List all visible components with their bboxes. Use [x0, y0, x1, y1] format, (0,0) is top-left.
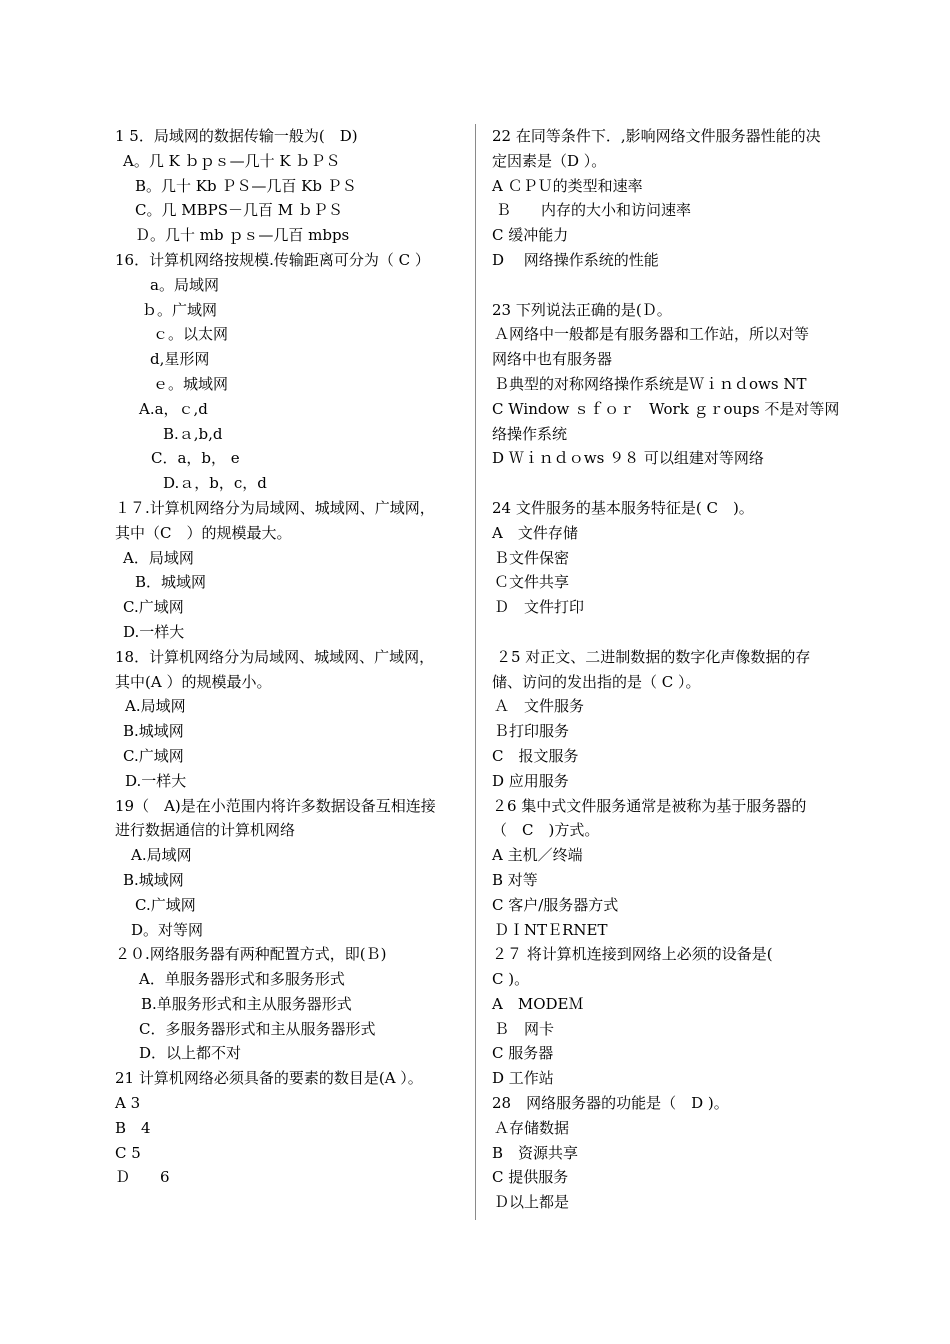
text-line: Ｄ 6 [115, 1168, 170, 1187]
text-line: D.一样大 [125, 771, 187, 790]
text-line: 进行数据通信的计算机网络 [115, 821, 296, 840]
text-line: B 资源共享 [492, 1143, 579, 1162]
text-line: Ｂ文件保密 [494, 548, 570, 567]
text-line: B.城域网 [123, 870, 184, 889]
text-line: ＤＩNTＥRNET [494, 920, 608, 939]
text-line: Ａ网络中一般都是有服务器和工作站，所以对等 [494, 325, 810, 344]
text-line: B.城域网 [123, 722, 184, 741]
text-line: B.单服务形式和主从服务器形式 [141, 994, 352, 1013]
text-line: ｃ。以太网 [153, 325, 229, 344]
text-line: D 网络操作系统的性能 [492, 250, 659, 269]
text-line: 21 计算机网络必须具备的要素的数目是(A ）。 [115, 1069, 423, 1088]
text-line: D 工作站 [492, 1069, 554, 1088]
text-line: D Ｗｉｎｄｏws ９８ 可以组建对等网络 [492, 449, 764, 468]
text-line: A MODEＭ [492, 994, 584, 1013]
text-line: A．局域网 [123, 548, 194, 567]
text-line: B．城域网 [135, 573, 207, 592]
text-line: Ｂ典型的对称网络操作系统是Ｗｉｎｄows NT [494, 374, 807, 393]
text-line: C．a，b， e [151, 449, 240, 468]
text-line: A ＣＰＵ的类型和速率 [492, 176, 643, 195]
text-line: ２０.网络服务器有两种配置方式，即(Ｂ) [115, 945, 387, 964]
text-line: 储、访问的发出指的是（ C ）。 [492, 672, 701, 691]
text-line: 其中（C ）的规模最大。 [115, 523, 292, 542]
text-line: C 客户/服务器方式 [492, 895, 619, 914]
text-line: C 报文服务 [492, 746, 579, 765]
text-line: B 4 [115, 1118, 151, 1137]
text-line: D 应用服务 [492, 771, 569, 790]
text-line: C )。 [492, 970, 530, 989]
text-line: C 缓冲能力 [492, 226, 569, 245]
text-line: 网络中也有服务器 [492, 350, 613, 369]
text-line: A.局域网 [131, 846, 192, 865]
text-line: Ｄ。几十 mb ｐｓ—几百 mbps [135, 226, 350, 245]
text-line: 22 在同等条件下．,影响网络文件服务器性能的决 [492, 127, 821, 145]
text-line: A．单服务器形式和多服务形式 [139, 970, 345, 989]
text-line: Ｄ 文件打印 [494, 598, 585, 617]
text-line: A。几 K ｂｐｓ—几十 K ｂＰＳ [123, 151, 341, 170]
blank-line [492, 471, 842, 496]
text-line: C.广域网 [135, 895, 196, 914]
text-line: C 服务器 [492, 1044, 554, 1063]
left-column [115, 124, 460, 1190]
text-line: 其中(A ）的规模最小。 [115, 672, 272, 691]
text-line: Ｄ以上都是 [494, 1193, 570, 1212]
text-line: ２6 集中式文件服务通常是被称为基于服务器的 [492, 796, 807, 815]
text-line: 定因素是（D ）。 [492, 151, 607, 170]
text-line: A 3 [115, 1094, 141, 1113]
text-line: D.一样大 [123, 622, 185, 641]
text-line: （ C )方式。 [492, 821, 600, 840]
column-divider [475, 124, 476, 1220]
text-line: B.ａ,b,d [163, 424, 223, 443]
text-line: d,星形网 [150, 350, 210, 369]
text-line: Ｂ 网卡 [494, 1019, 555, 1038]
text-line: 28 网络服务器的功能是（ D )。 [492, 1094, 729, 1113]
right-column [492, 124, 842, 1215]
text-line: C。几 MBPS－几百 M ｂＰＳ [135, 201, 343, 220]
text-line: 23 下列说法正确的是(Ｄ。 [492, 300, 672, 319]
text-line: 24 文件服务的基本服务特征是( C )。 [492, 498, 754, 517]
text-line: ｅ。城域网 [153, 374, 229, 393]
text-line: １７.计算机网络分为局域网、城域网、广域网， [115, 498, 435, 517]
text-line: C.广域网 [123, 746, 184, 765]
text-line: A 文件存储 [492, 523, 578, 542]
text-line: D．以上都不对 [139, 1044, 242, 1063]
text-line: C 提供服务 [492, 1168, 569, 1187]
text-line: 16．计算机网络按规模.传输距离可分为（ C ） [115, 250, 430, 269]
text-line: C Window ｓｆｏｒ Work ｇｒoups 不是对等网 [492, 399, 840, 418]
text-line: 18．计算机网络分为局域网、城域网、广域网， [115, 647, 435, 666]
text-line: Ｃ文件共享 [494, 573, 570, 592]
text-line: ２5 对正文、二进制数据的数字化声像数据的存 [496, 647, 811, 666]
text-line: A.局域网 [125, 697, 186, 716]
text-line: 络操作系统 [492, 424, 568, 443]
text-line: D。对等网 [131, 920, 204, 939]
text-line: B 对等 [492, 870, 538, 889]
text-line: A.a，ｃ,d [139, 399, 208, 418]
text-line: Ａ 文件服务 [494, 697, 585, 716]
text-line: C．多服务器形式和主从服务器形式 [139, 1019, 376, 1038]
text-line: D.ａ，b，c，d [163, 474, 267, 493]
text-line: B。几十 Kb ＰＳ—几百 Kb ＰＳ [135, 176, 357, 195]
text-line: 1 5．局域网的数据传输一般为( D) [115, 127, 358, 145]
text-line: ２７ 将计算机连接到网络上必须的设备是( [492, 945, 773, 964]
text-line: Ａ存储数据 [494, 1118, 570, 1137]
blank-line [492, 273, 842, 298]
text-line: A 主机／终端 [492, 846, 583, 865]
text-line: ｂ。广域网 [142, 300, 218, 319]
blank-line [492, 620, 842, 645]
text-line: Ｂ打印服务 [494, 722, 570, 741]
text-line: a。局域网 [150, 275, 219, 294]
text-line: C 5 [115, 1143, 141, 1162]
text-line: C.广域网 [123, 598, 184, 617]
text-line: 19（ A)是在小范围内将许多数据设备互相连接 [115, 796, 436, 815]
text-line: Ｂ 内存的大小和访问速率 [496, 201, 692, 220]
